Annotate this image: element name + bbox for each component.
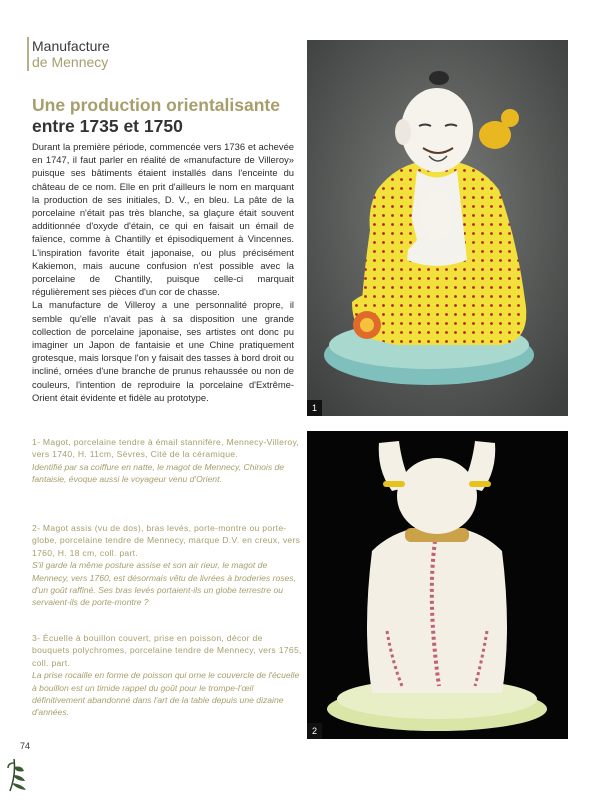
caption-1-head: 1- Magot, porcelaine tendre à émail stannifère, Mennecy-Villeroy, vers 1740, H. 11cm, Sèvres, Cité de la céramique. (32, 437, 300, 460)
section-accent-bar (27, 37, 29, 71)
figure-1-number: 1 (307, 400, 322, 416)
magot-back-view-image (307, 431, 568, 739)
figure-1-photo (307, 40, 568, 416)
leaf-ornament-icon (6, 755, 40, 793)
page-number: 74 (20, 741, 31, 751)
figure-2-photo (307, 431, 568, 739)
caption-1 (32, 436, 302, 486)
section-title-line1: Manufacture (32, 38, 110, 54)
caption-3 (32, 632, 302, 719)
article-title (32, 95, 302, 137)
caption-2 (32, 522, 302, 609)
magot-figurine-image (307, 40, 568, 416)
caption-3-head: 3- Écuelle à bouillon couvert, prise en poisson, décor de bouquets polychromes, porcelaine tendre de Mennecy, vers 1765, coll. part. (32, 633, 302, 668)
article-title-line1: Une production orientalisante (32, 95, 280, 115)
caption-2-head: 2- Magot assis (vu de dos), bras levés, porte-montre ou porte-globe, porcelaine tendre de Mennecy, marque D.V. en creux, vers 1760, H. 18 cm, coll. part. (32, 523, 301, 558)
section-title (32, 38, 110, 70)
caption-1-desc: Identifié par sa coiffure en natte, le magot de Mennecy, Chinois de fantaisie, évoque aussi le voyageur venu d'Orient. (32, 461, 285, 485)
article-paragraph-1: Durant la première période, commencée vers 1736 et achevée en 1747, il faut parler en réalité de «manufacture de Villeroy» puisque ses bâtiments étaient installés dans l'enceinte du château de ce nom. Elle en prit d'ailleurs le nom en marquant la production de ses initiales, D. V., en bleu. La pâte de la porcelaine n'était pas très blanche, sa glaçure était souvent additionnée d'oxyde d'étain, ce qui en faisait un émail de faïence, comme à Chantilly et épisodiquement à Vincennes. L'inspiration favorite était japonaise, ou plus précisément Kakiemon, mais aucune confusion n'est possible avec la porcelaine de Chantilly, puisque celle-ci marquait régulièrement ses pièces d'un cor de chasse. (32, 141, 294, 298)
section-title-line2: de Mennecy (32, 54, 109, 70)
caption-2-desc: S'il garde la même posture assise et son air rieur, le magot de Mennecy, vers 1760, est désormais vêtu de livrées à broderies roses, d'un goût raffiné. Ses bras levés portaient-ils un globe terrestre ou servaient-ils de porte-montre ? (32, 560, 296, 608)
article-body (32, 140, 294, 404)
caption-3-desc: La prise rocaille en forme de poisson qui orne le couvercle de l'écuelle à bouillon est un timide rappel du goût pour le trompe-l'œil définitivement abandonné dans l'art de la table depuis une dizaine d'années. (32, 670, 300, 718)
figure-2-number: 2 (307, 723, 322, 739)
article-title-line2: entre 1735 et 1750 (32, 116, 183, 136)
article-paragraph-2: La manufacture de Villeroy a une personnalité propre, il semble qu'elle n'avait pas à sa disposition une grande collection de porcelaine japonaise, ses artistes ont donc pu imaginer un Japon de fantaisie et une Chine pratiquement grotesque, mais lorsque l'on y faisait des tasses à bord droit ou incliné, ornées d'une branche de prunus rehaussée ou non de couleurs, l'intention de reproduire la porcelaine d'Extrême-Orient était évidente et fidèle au prototype. (32, 299, 294, 403)
